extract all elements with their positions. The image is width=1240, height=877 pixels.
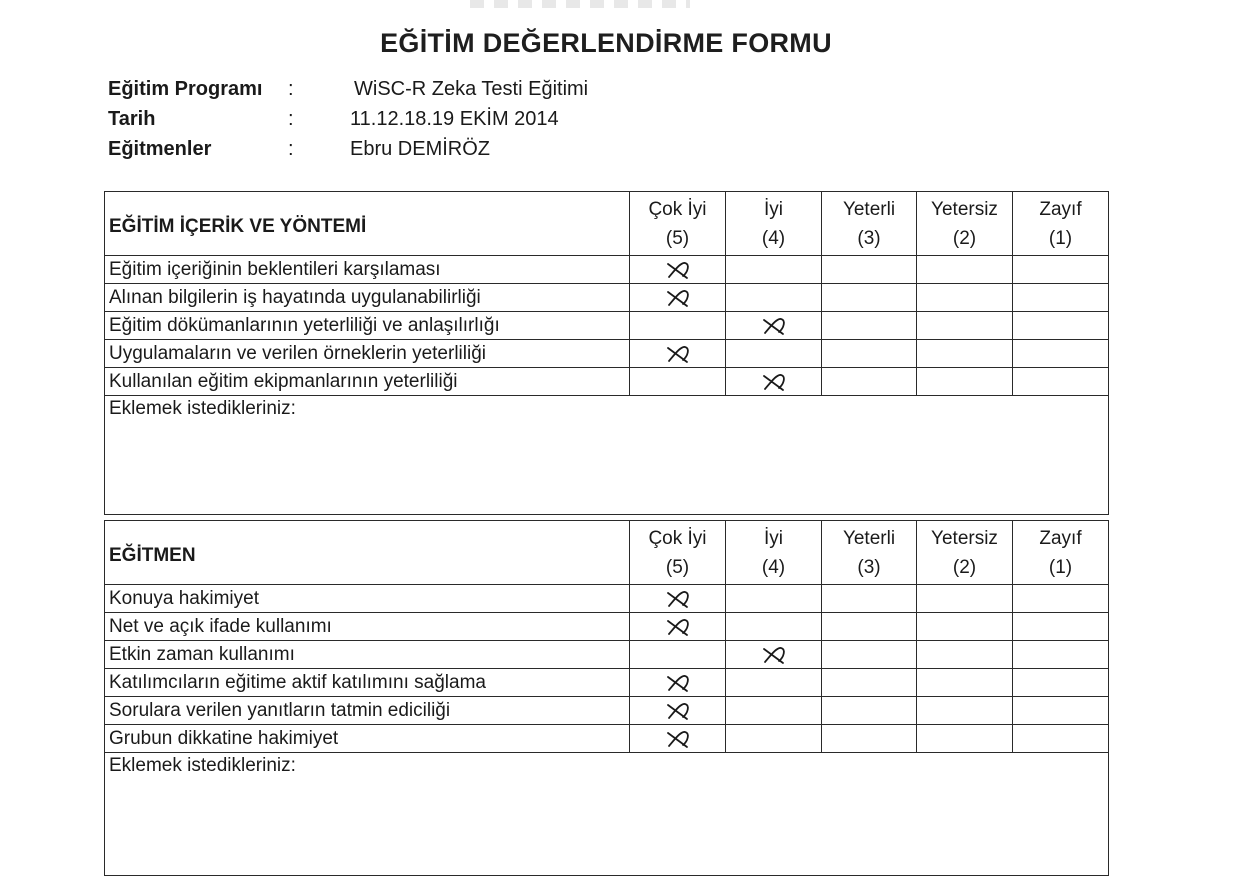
notes-field[interactable] <box>105 396 1109 515</box>
rating-cell-1[interactable] <box>1013 312 1109 340</box>
section-header <box>105 192 1109 256</box>
check-mark-icon <box>663 286 693 310</box>
rating-cell-2[interactable] <box>917 697 1013 725</box>
section-heading: EĞİTİM İÇERİK VE YÖNTEMİ <box>105 192 630 256</box>
rating-cell-3[interactable] <box>822 256 917 284</box>
rating-cell-3[interactable] <box>822 669 917 697</box>
table-row <box>105 340 1109 368</box>
rating-cell-4[interactable] <box>726 368 822 396</box>
rating-cell-5[interactable] <box>630 725 726 753</box>
rating-cell-2[interactable] <box>917 312 1013 340</box>
rating-cell-3[interactable] <box>822 312 917 340</box>
section-table-trainer <box>104 520 1109 876</box>
scan-artifact <box>470 0 690 8</box>
meta-value-program: WiSC-R Zeka Testi Eğitimi <box>354 77 589 100</box>
rating-cell-3[interactable] <box>822 725 917 753</box>
rating-cell-4[interactable] <box>726 312 822 340</box>
rating-cell-3[interactable] <box>822 340 917 368</box>
section-heading: EĞİTMEN <box>105 521 630 585</box>
notes-label: Eklemek istedikleriniz: <box>109 398 296 419</box>
meta-sep: : <box>288 137 294 160</box>
rating-cell-4[interactable] <box>726 284 822 312</box>
notes-row <box>105 396 1109 515</box>
meta-row-program <box>108 74 588 104</box>
question-label: Alınan bilgilerin iş hayatında uygulanabilirliği <box>105 284 630 312</box>
check-mark-icon <box>663 587 693 611</box>
notes-row <box>105 753 1109 876</box>
rating-cell-1[interactable] <box>1013 669 1109 697</box>
form-meta <box>108 74 588 164</box>
table-row <box>105 697 1109 725</box>
rating-cell-5[interactable] <box>630 613 726 641</box>
rating-cell-5[interactable] <box>630 697 726 725</box>
check-mark-icon <box>663 615 693 639</box>
rating-cell-1[interactable] <box>1013 256 1109 284</box>
meta-key: Eğitmenler <box>108 137 212 160</box>
rating-cell-4[interactable] <box>726 585 822 613</box>
check-mark-icon <box>759 643 789 667</box>
rating-cell-3[interactable] <box>822 641 917 669</box>
rating-cell-4[interactable] <box>726 613 822 641</box>
question-label: Kullanılan eğitim ekipmanlarının yeterliliği <box>105 368 630 396</box>
question-label: Eğitim dökümanlarının yeterliliği ve anlaşılırlığı <box>105 312 630 340</box>
table-row <box>105 613 1109 641</box>
check-mark-icon <box>663 258 693 282</box>
rating-cell-4[interactable] <box>726 669 822 697</box>
table-row <box>105 368 1109 396</box>
rating-cell-1[interactable] <box>1013 368 1109 396</box>
notes-field[interactable] <box>105 753 1109 876</box>
rating-col-4: İyi (4) <box>726 521 822 585</box>
check-mark-icon <box>663 671 693 695</box>
rating-col-3: Yeterli (3) <box>822 192 917 256</box>
check-mark-icon <box>759 314 789 338</box>
rating-cell-2[interactable] <box>917 669 1013 697</box>
rating-col-1: Zayıf (1) <box>1013 192 1109 256</box>
question-label: Katılımcıların eğitime aktif katılımını sağlama <box>105 669 630 697</box>
table-row <box>105 312 1109 340</box>
rating-cell-5[interactable] <box>630 312 726 340</box>
rating-cell-5[interactable] <box>630 669 726 697</box>
check-mark-icon <box>663 727 693 751</box>
meta-row-date <box>108 104 588 134</box>
rating-cell-3[interactable] <box>822 284 917 312</box>
rating-cell-2[interactable] <box>917 340 1013 368</box>
rating-cell-1[interactable] <box>1013 585 1109 613</box>
rating-cell-4[interactable] <box>726 340 822 368</box>
question-label: Konuya hakimiyet <box>105 585 630 613</box>
question-label: Grubun dikkatine hakimiyet <box>105 725 630 753</box>
meta-sep: : <box>288 107 294 130</box>
table-row <box>105 284 1109 312</box>
rating-cell-1[interactable] <box>1013 340 1109 368</box>
rating-cell-2[interactable] <box>917 725 1013 753</box>
question-label: Net ve açık ifade kullanımı <box>105 613 630 641</box>
rating-cell-1[interactable] <box>1013 725 1109 753</box>
meta-value-trainers: Ebru DEMİRÖZ <box>350 137 491 160</box>
rating-cell-3[interactable] <box>822 613 917 641</box>
rating-cell-2[interactable] <box>917 368 1013 396</box>
rating-cell-3[interactable] <box>822 368 917 396</box>
rating-cell-4[interactable] <box>726 641 822 669</box>
rating-cell-2[interactable] <box>917 256 1013 284</box>
rating-cell-5[interactable] <box>630 585 726 613</box>
table-row <box>105 585 1109 613</box>
table-row <box>105 725 1109 753</box>
check-mark-icon <box>663 699 693 723</box>
rating-col-5: Çok İyi (5) <box>630 521 726 585</box>
rating-cell-4[interactable] <box>726 697 822 725</box>
rating-cell-5[interactable] <box>630 256 726 284</box>
meta-key: Eğitim Programı <box>108 77 263 100</box>
rating-col-1: Zayıf (1) <box>1013 521 1109 585</box>
form-title: EĞİTİM DEĞERLENDİRME FORMU <box>380 28 832 58</box>
question-label: Eğitim içeriğinin beklentileri karşılaması <box>105 256 630 284</box>
notes-label: Eklemek istedikleriniz: <box>109 755 296 776</box>
rating-cell-3[interactable] <box>822 585 917 613</box>
question-label: Etkin zaman kullanımı <box>105 641 630 669</box>
rating-cell-5[interactable] <box>630 284 726 312</box>
meta-sep: : <box>288 77 294 100</box>
check-mark-icon <box>759 370 789 394</box>
table-row <box>105 641 1109 669</box>
rating-cell-4[interactable] <box>726 725 822 753</box>
rating-cell-5[interactable] <box>630 340 726 368</box>
rating-cell-2[interactable] <box>917 284 1013 312</box>
rating-cell-1[interactable] <box>1013 613 1109 641</box>
section-table-content <box>104 191 1109 515</box>
rating-col-2: Yetersiz (2) <box>917 521 1013 585</box>
table-row <box>105 669 1109 697</box>
rating-cell-5[interactable] <box>630 641 726 669</box>
rating-cell-3[interactable] <box>822 697 917 725</box>
rating-cell-1[interactable] <box>1013 641 1109 669</box>
rating-cell-2[interactable] <box>917 613 1013 641</box>
rating-col-5: Çok İyi (5) <box>630 192 726 256</box>
rating-cell-4[interactable] <box>726 256 822 284</box>
rating-col-3: Yeterli (3) <box>822 521 917 585</box>
rating-cell-2[interactable] <box>917 641 1013 669</box>
check-mark-icon <box>663 342 693 366</box>
meta-value-date: 11.12.18.19 EKİM 2014 <box>350 107 559 130</box>
rating-cell-1[interactable] <box>1013 697 1109 725</box>
meta-row-trainers <box>108 134 588 164</box>
question-label: Sorulara verilen yanıtların tatmin ediciliği <box>105 697 630 725</box>
question-label: Uygulamaların ve verilen örneklerin yeterliliği <box>105 340 630 368</box>
rating-col-2: Yetersiz (2) <box>917 192 1013 256</box>
meta-key: Tarih <box>108 107 156 130</box>
section-header <box>105 521 1109 585</box>
rating-cell-2[interactable] <box>917 585 1013 613</box>
rating-cell-1[interactable] <box>1013 284 1109 312</box>
table-row <box>105 256 1109 284</box>
rating-col-4: İyi (4) <box>726 192 822 256</box>
rating-cell-5[interactable] <box>630 368 726 396</box>
